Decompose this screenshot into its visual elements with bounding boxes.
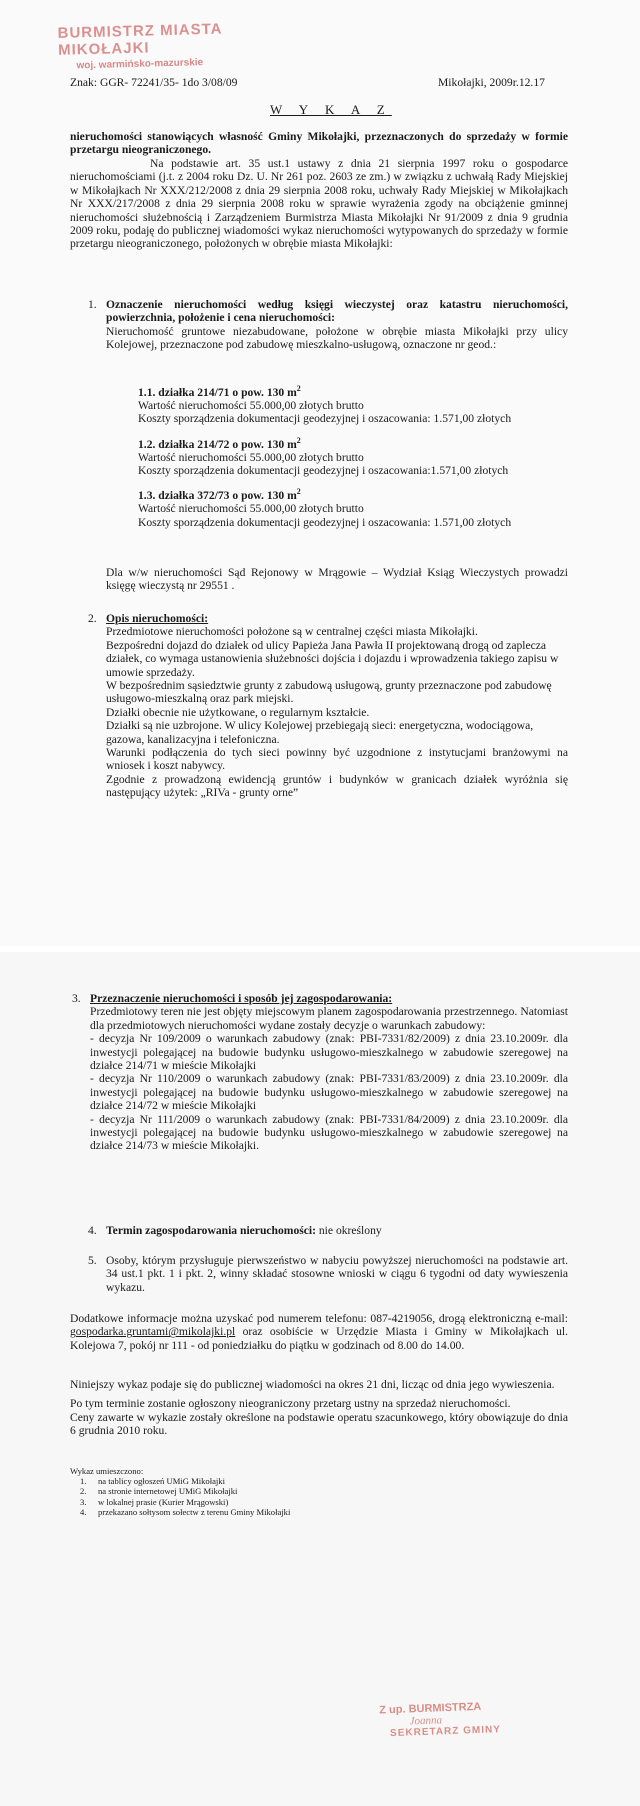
document-page-2 (0, 952, 640, 1806)
stamp-line-1: Z up. BURMISTRZA (379, 1700, 482, 1717)
reference-number: Znak: GGR- 72241/35- 1do 3/08/09 (70, 76, 238, 89)
plot-title: 1.3. działka 372/73 o pow. 130 m (138, 489, 297, 503)
section-2-heading: Opis nieruchomości: (106, 612, 209, 625)
section-4 (106, 1224, 568, 1237)
secretary-stamp (379, 1700, 521, 1761)
stamp-line-3: SEKRETARZ GMINY (389, 1724, 502, 1740)
stamp-line-1: BURMISTRZ MIASTA MIKOŁAJKI (57, 20, 223, 59)
description-line: Zgodnie z prowadzoną ewidencją gruntów i budynków w granicach działek wyróżnia się następujący użytek: „RIVa - grunty orne” (106, 772, 568, 800)
description-line: Działki są nie uzbrojone. W ulicy Kolejowej przebiegają sieci: energetyczna, wodociągowa, gazowa, kanalizacyjna i telefoniczna. (106, 719, 534, 746)
document-title: W Y K A Z (270, 102, 392, 117)
plot-title-sup: 2 (296, 435, 301, 445)
description-line: W bezpośrednim sąsiedztwie grunty z zabudową usługową, grunty przeznaczone pod zabudowę usługowo-mieszkalną oraz park miejski. (106, 679, 552, 706)
plot-item (138, 487, 568, 529)
contact-text-before: Dodatkowe informacje można uzyskać pod numerem telefonu: 087-4219056, drogą elektroniczną e-mail: (70, 1312, 568, 1325)
section-4-heading: Termin zagospodarowania nieruchomości: (106, 1224, 316, 1237)
section-1-heading: Oznaczenie nieruchomości według księgi wieczystej oraz katastru nieruchomości, powierzchnia, położenie i cena nieruchomości: (106, 298, 568, 325)
section-2-number: 2. (88, 612, 97, 625)
section-3-heading: Przeznaczenie nieruchomości i sposób jej zagospodarowania: (90, 992, 393, 1005)
contact-info (70, 1312, 568, 1352)
posting-list-label: Wykaz umieszczono: (70, 1466, 144, 1476)
description-line: Działki obecnie nie użytkowane, o regularnym kształcie. (106, 705, 370, 719)
section-3 (90, 992, 568, 1153)
stamp-signature: Joanna (409, 1714, 443, 1728)
plot-title: 1.1. działka 214/71 o pow. 130 m (138, 385, 297, 399)
description-line: Przedmiotowe nieruchomości położone są w centralnej części miasta Mikołajki. (106, 625, 478, 639)
plot-title-sup: 2 (296, 487, 301, 497)
closing-paragraph: Ceny zawarte w wykazie zostały określone na podstawie operatu szacunkowego, który obowiązuje do dnia 6 grudnia 2010 roku. (70, 1410, 568, 1438)
posting-item: 3. w lokalnej prasie (Kurier Mrągowski) (80, 1496, 229, 1507)
description-line: Warunki podłączenia do tych sieci powinny być uzgodnione z instytucjami branżowymi na wniosek i koszt nabywcy. (106, 746, 568, 773)
land-registry-note: Dla w/w nieruchomości Sąd Rejonowy w Mrągowie – Wydział Ksiąg Wieczystych prowadzi księgę wieczystą nr 29551 . (106, 566, 568, 593)
plot-item (138, 384, 568, 426)
place-date: Mikołajki, 2009r.12.17 (438, 76, 545, 89)
closing-paragraph: Niniejszy wykaz podaje się do publicznej wiadomości na okres 21 dni, licząc od dnia jego wywieszenia. (70, 1378, 555, 1391)
plot-cost: Koszty sporządzenia dokumentacji geodezyjnej i oszacowania:1.571,00 złotych (138, 463, 509, 477)
plot-item (138, 436, 568, 478)
section-5-number: 5. (88, 1254, 97, 1267)
section-3-number: 3. (72, 992, 81, 1005)
description-line: Bezpośredni dojazd do działek od ulicy Papieża Jana Pawła II projektowaną drogą od zaplecza działek, co wymaga ustanowienia służebności dojścia i dojazdu i wprowadzenia takiego zapisu w umowie sprzedaży. (106, 638, 559, 679)
closing-block (70, 1378, 568, 1438)
posting-item: 2. na stronie internetowej UMiG Mikołajki (80, 1486, 238, 1497)
stamp-line-2: woj. warmińsko-mazurskie (76, 57, 204, 72)
contact-text-after: oraz osobiście w Urzędzie Miasta i Gminy w Mikołajkach ul. Kolejowa 7, pokój nr 111 - od poniedziałku do piątku w godzinach od 8.00 do 14.00. (70, 1325, 568, 1352)
section-4-number: 4. (88, 1224, 97, 1237)
plot-title: 1.2. działka 214/72 o pow. 130 m (138, 437, 297, 451)
section-2 (106, 612, 568, 800)
document-subtitle: nieruchomości stanowiących własność Gminy Mikołajki, przeznaczonych do sprzedaży w formie przetargu nieograniczonego. (70, 130, 568, 157)
plot-title-sup: 2 (296, 384, 301, 393)
closing-paragraph: Po tym terminie zostanie ogłoszony nieograniczony przetarg ustny na sprzedaż nieruchomości. (70, 1397, 511, 1411)
section-5-text: Osoby, którym przysługuje pierwszeństwo w nabyciu powyższej nieruchomości na podstawie art. 34 ust.1 pkt. 1 i pkt. 2, winny składać stosowne wnioski w ciągu 6 tygodni od daty wywieszenia wykazu. (106, 1254, 568, 1294)
zoning-decision: - decyzja Nr 109/2009 o warunkach zabudowy (znak: PBI-7331/82/2009) z dnia 23.10.2009r. dla inwestycji polegającej na budowie budynku usługowo-mieszkalnego w zabudowie szeregowej na działce 214/71 w mieście Mikołajki (90, 1032, 568, 1073)
posting-item: 1. na tablicy ogłoszeń UMiG Mikołajki (80, 1476, 225, 1487)
section-3-text: Przedmiotowy teren nie jest objęty miejscowym planem zagospodarowania przestrzennego. Natomiast dla przedmiotowych nieruchomości wydane zostały decyzje o warunkach zabudowy: (90, 1005, 568, 1032)
mayor-stamp-top (57, 19, 278, 71)
plot-value: Wartość nieruchomości 55.000,00 złotych brutto (138, 398, 364, 412)
plot-value: Wartość nieruchomości 55.000,00 złotych brutto (138, 450, 364, 464)
zoning-decision: - decyzja Nr 110/2009 o warunkach zabudowy (znak: PBI-7331/83/2009) z dnia 23.10.2009r. dla inwestycji polegającej na budowie budynku usługowo-mieszkalnego w zabudowie szeregowej na działce 214/72 w mieście Mikołajki (90, 1072, 568, 1113)
intro-paragraph: Na podstawie art. 35 ust.1 ustawy z dnia 21 sierpnia 1997 roku o gospodarce nieruchomościami (j.t. z 2004 roku Dz. U. Nr 261 poz. 2603 ze zm.) w związku z uchwałą Rady Miejskiej w Mikołajkach Nr XXX/212/2008 z dnia 29 sierpnia 2008 roku, uchwały Rady Miejskiej w Mikołajkach Nr XXX/217/2008 z dnia 29 sierpnia 2008 roku w sprawie wyrażenia zgody na obciążenie gminnej nieruchomości służebnością i Zarządzeniem Burmistrza Miasta Mikołajki Nr 91/2009 z dnia 9 grudnia 2009 roku, podaję do publicznej wiadomości wykaz nieruchomości wytypowanych do sprzedaży w formie przetargu nieograniczonego, położonych w obrębie miasta Mikołajki: (70, 157, 568, 251)
plot-value: Wartość nieruchomości 55.000,00 złotych brutto (138, 502, 364, 516)
plot-cost: Koszty sporządzenia dokumentacji geodezyjnej i oszacowania: 1.571,00 złotych (138, 412, 512, 426)
section-1-number: 1. (88, 298, 97, 311)
section-1 (106, 298, 568, 352)
zoning-decision: - decyzja Nr 111/2009 o warunkach zabudowy (znak: PBI-7331/84/2009) z dnia 23.10.2009r. dla inwestycji polegającej na budowie budynku usługowo-mieszkalnego w zabudowie szeregowej na działce 214/73 w mieście Mikołajki. (90, 1112, 568, 1153)
posting-list (70, 1466, 430, 1517)
plot-cost: Koszty sporządzenia dokumentacji geodezyjnej i oszacowania: 1.571,00 złotych (138, 515, 512, 529)
plots-list (138, 384, 568, 529)
posting-item: 4. przekazano sołtysom sołectw z terenu Gminy Mikołajki (80, 1506, 291, 1517)
email-link[interactable]: gospodarka.gruntami@mikolajki.pl (70, 1325, 236, 1339)
section-4-value: nie określony (315, 1224, 382, 1237)
section-1-text: Nieruchomość gruntowe niezabudowane, położone w obrębie miasta Mikołajki przy ulicy Kolejowej, przeznaczone pod zabudowę mieszkalno-usługową, oznaczone nr geod.: (106, 324, 568, 352)
